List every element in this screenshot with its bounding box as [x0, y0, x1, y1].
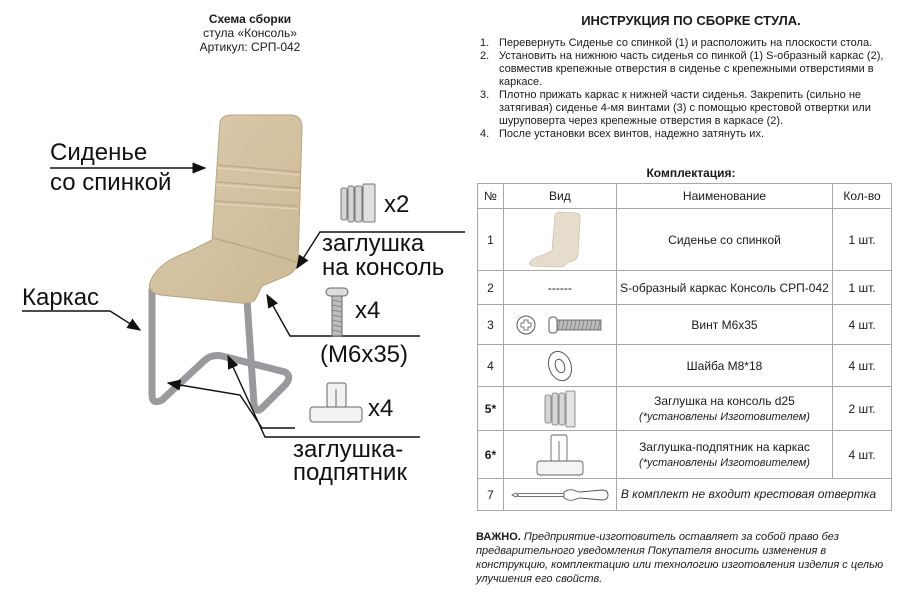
step-text: Установить на нижнюю часть сиденья со пинкой (1) S-образный каркас (2), совместив крепежные отверстия в сиденье с крепежными отверстиями в каркасе. — [499, 50, 884, 88]
row-name: Винт М6х35 — [616, 305, 832, 345]
row-view — [503, 209, 616, 271]
row-qty: 1 шт. — [833, 209, 892, 271]
row-name — [616, 431, 832, 479]
screw-icon — [515, 314, 605, 336]
label-frame: Каркас — [22, 284, 100, 311]
step-number: 3. — [480, 89, 490, 101]
important-note — [476, 530, 896, 586]
screw-icon — [326, 288, 348, 336]
schema-title: Схема сборки — [208, 12, 292, 26]
label-screw-size: (M6x35) — [320, 341, 409, 368]
row-qty: 2 шт. — [833, 387, 892, 431]
label-foot-qty: x4 — [368, 395, 394, 422]
row-no: 2 — [478, 271, 504, 305]
schema-subtitle: стула «Консоль» — [203, 26, 297, 40]
step-item — [476, 89, 906, 128]
row-no: 3 — [478, 305, 504, 345]
label-screw-qty: x4 — [355, 297, 381, 324]
step-text: Перевернуть Сиденье со спинкой (1) и расположить на плоскости стола. — [499, 37, 873, 49]
instructions-steps — [476, 37, 906, 141]
row-no: 1 — [478, 209, 504, 271]
table-row — [478, 209, 892, 271]
step-item — [476, 128, 906, 141]
step-number: 4. — [480, 128, 490, 140]
foot-icon — [310, 383, 362, 422]
cap-icon — [542, 390, 578, 428]
row-view — [503, 345, 616, 387]
step-number: 2. — [480, 50, 490, 62]
row-no: 4 — [478, 345, 504, 387]
row-note: (*установлены Изготовителем) — [639, 410, 810, 423]
label-seat-line1: Сиденье — [50, 139, 148, 166]
instructions-title: ИНСТРУКЦИЯ ПО СБОРКЕ СТУЛА. — [581, 13, 801, 28]
label-cap-line2: на консоль — [322, 254, 445, 281]
row-qty: 1 шт. — [833, 271, 892, 305]
header-qty: Кол-во — [833, 184, 892, 209]
row-name — [616, 387, 832, 431]
important-label: ВАЖНО. — [476, 531, 521, 543]
table-row — [478, 431, 892, 479]
washer-icon — [545, 349, 575, 383]
screwdriver-icon — [510, 487, 610, 503]
step-item — [476, 37, 906, 50]
header-name: Наименование — [616, 184, 832, 209]
row-note: (*установлены Изготовителем) — [639, 456, 810, 469]
label-foot-line1: заглушка- — [293, 436, 404, 463]
row-name: Сиденье со спинкой — [616, 209, 832, 271]
table-row — [478, 345, 892, 387]
row-view: ------ — [503, 271, 616, 305]
important-text: Предприятие-изготовитель оставляет за собой право без предварительного уведомления Покупателя вносить изменения в конструкцию, комплектацию или технологию изготовления изделия с целью улучшения его свойств. — [476, 531, 884, 585]
row-qty: 4 шт. — [833, 345, 892, 387]
schema-article: Артикул: СРП-042 — [199, 40, 301, 54]
row-name: Шайба М8*18 — [616, 345, 832, 387]
step-item — [476, 50, 906, 89]
table-row — [478, 305, 892, 345]
row-view — [503, 431, 616, 479]
step-text: Плотно прижать каркас к нижней части сиденья. Закрепить (сильно не затягивая) сиденье 4-мя винтами (3) с помощью крестовой отвертки или шуруповерта через крепежные отверстия в каркасе (2). — [499, 89, 871, 127]
label-cap-line1: заглушка — [322, 230, 425, 257]
header-view: Вид — [503, 184, 616, 209]
chair-seat — [149, 115, 302, 303]
seat-icon — [525, 211, 595, 269]
row-name: В комплект не входит крестовая отвертка — [616, 479, 891, 511]
row-name-text: Заглушка-подпятник на каркас — [639, 439, 810, 454]
row-name: S-образный каркас Консоль СРП-042 — [616, 271, 832, 305]
row-qty: 4 шт. — [833, 305, 892, 345]
cap-icon — [341, 184, 375, 222]
header-no: № — [478, 184, 504, 209]
parts-title: Комплектация: — [646, 166, 736, 180]
row-view — [503, 479, 616, 511]
step-text: После установки всех винтов, надежно затянуть их. — [499, 128, 765, 140]
row-qty: 4 шт. — [833, 431, 892, 479]
label-cap-qty: x2 — [384, 191, 410, 218]
label-foot-line2: подпятник — [293, 459, 407, 486]
row-view — [503, 387, 616, 431]
table-row — [478, 479, 892, 511]
row-name-text: Заглушка на консоль d25 — [654, 393, 795, 408]
label-seat-line2: со спинкой — [50, 169, 172, 196]
row-no: 7 — [478, 479, 504, 511]
row-no: 6* — [478, 431, 504, 479]
table-header-row — [478, 184, 892, 209]
row-no: 5* — [478, 387, 504, 431]
parts-table — [477, 183, 892, 511]
table-row — [478, 271, 892, 305]
foot-icon — [533, 433, 587, 477]
table-row — [478, 387, 892, 431]
row-view — [503, 305, 616, 345]
step-number: 1. — [480, 37, 490, 49]
